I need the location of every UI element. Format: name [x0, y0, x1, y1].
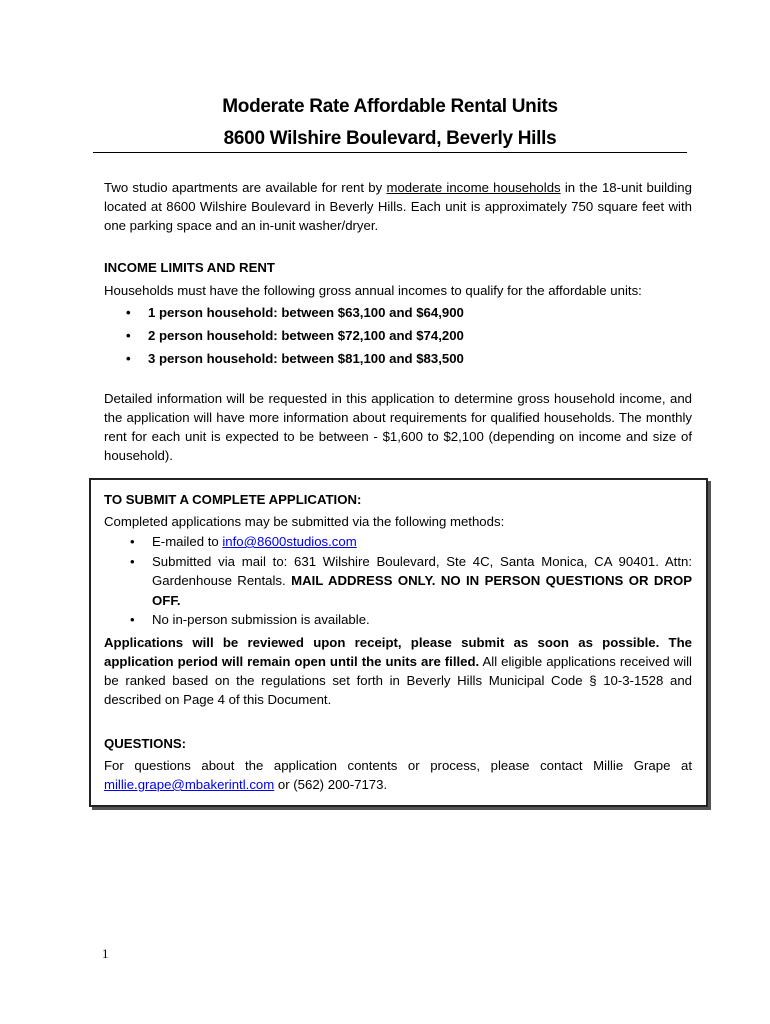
review-notice: Applications will be reviewed upon receipt, please submit as soon as possible. The application period will remain open until the units are filled.	[104, 635, 692, 669]
submit-lead: Completed applications may be submitted via the following methods:	[104, 514, 505, 529]
bullet-icon: •	[126, 351, 131, 366]
income-item-text: 1 person household: between $63,100 and $64,900	[148, 305, 464, 320]
submit-methods-list	[126, 532, 692, 630]
mail-text: Submitted via mail to: 631 Wilshire Boulevard, Ste 4C, Santa Monica, CA 90401. Attn: Gardenhouse Rentals.	[152, 553, 692, 588]
title-divider	[93, 152, 687, 153]
questions-text-before: For questions about the application contents or process, please contact Millie Grape at	[104, 758, 692, 773]
submit-email-link[interactable]: info@8600studios.com	[222, 534, 357, 549]
bullet-icon: •	[130, 534, 135, 549]
submit-method-none	[126, 610, 692, 630]
income-lead: Households must have the following gross annual incomes to qualify for the affordable units:	[104, 283, 642, 298]
email-prefix: E-mailed to	[152, 534, 223, 549]
document-title: Moderate Rate Affordable Rental Units	[222, 96, 558, 117]
submit-heading: TO SUBMIT A COMPLETE APPLICATION:	[104, 492, 362, 507]
mail-notice: MAIL ADDRESS ONLY. NO IN PERSON QUESTIONS OR DROP OFF.	[152, 573, 692, 608]
questions-text-after: or (562) 200-7173.	[274, 777, 388, 792]
income-item	[122, 301, 682, 324]
bullet-icon: •	[126, 305, 131, 320]
income-list	[122, 301, 682, 370]
bullet-icon: •	[130, 612, 135, 627]
questions-paragraph	[104, 756, 692, 794]
submit-method-email	[126, 532, 692, 552]
income-item	[122, 324, 682, 347]
intro-text-before: Two studio apartments are available for rent by	[104, 180, 387, 195]
intro-paragraph	[104, 178, 692, 235]
submit-method-mail	[126, 552, 692, 611]
review-text: All eligible applications received will be ranked based on the regulations set forth in Beverly Hills Municipal Code § 10-3-1528 and described on Page 4 of this Document.	[104, 654, 692, 707]
income-item-text: 2 person household: between $72,100 and $74,200	[148, 328, 464, 343]
bullet-icon: •	[130, 553, 135, 569]
bullet-icon: •	[126, 328, 131, 343]
contact-email-link[interactable]: millie.grape@mbakerintl.com	[104, 777, 275, 792]
no-in-person-text: No in-person submission is available.	[152, 612, 370, 627]
page-number: 1	[102, 946, 109, 961]
income-item-text: 3 person household: between $81,100 and $83,500	[148, 351, 464, 366]
moderate-income-link[interactable]: moderate income households	[386, 180, 561, 195]
document-subtitle: 8600 Wilshire Boulevard, Beverly Hills	[223, 128, 557, 149]
details-paragraph: Detailed information will be requested in this application to determine gross household income, and the application will have more information about requirements for qualified households. The monthly rent for each unit is expected to be between - $1,600 to $2,100 (depending on income and size of household).	[104, 391, 692, 463]
income-item	[122, 347, 682, 370]
intro-text-after: in the 18-unit building located at 8600 Wilshire Boulevard in Beverly Hills. Each unit is approximately 750 square feet with one parking space and an in-unit washer/dryer.	[104, 180, 692, 233]
questions-heading: QUESTIONS:	[104, 736, 187, 751]
income-heading: INCOME LIMITS AND RENT	[104, 260, 275, 275]
review-paragraph	[104, 633, 692, 709]
